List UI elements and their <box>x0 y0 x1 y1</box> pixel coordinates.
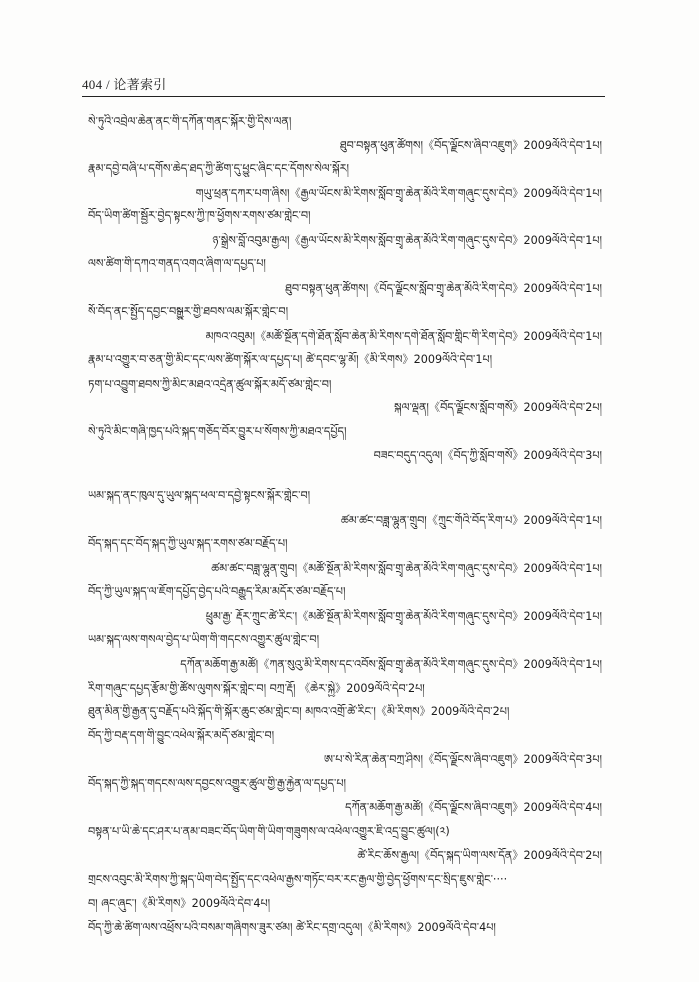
entry-citation-line: ཐུབ་བསྟན་ཕུན་ཚོགས།《བོད་ལྗོངས་སློབ་གྲྭ་ཆེན་མོའི་རིག་དེབ》2009ལོའི་དེབ་1པ། <box>285 282 602 295</box>
entry-title-line: སོ་བོད་ནང་སྤྱོད་དབྱང་བསྒྱུར་གྱི་ཐབས་ལམ་སྐོར་གླེང་བ། <box>88 305 289 318</box>
entry-title-line: བསྟན་པ་ཡི་ཆེ་དང་ཤར་པ་ནམ་བཟང་བོད་ཡིག་གི་ཡིག་གཟུགས་ལ་འཕེལ་འགྱུར་ཇི་འདྲ་བྱུང་ཚུལ།(༢) <box>88 825 450 838</box>
entry-citation-line: ཉ་སྒྲེས་བློ་འབུམ་རྒྱལ།《རྒྱལ་ཡོངས་མི་རིགས་སློབ་གྲྭ་ཆེན་མོའི་རིག་གཞུང་དུས་དེབ》2009ལོའི་དེབ་1པ། <box>212 234 602 247</box>
entry-title-line: ཏག་པ་འབྱུག་ཐབས་ཀྱི་མིང་མཐའ་འདྲེན་ཚུལ་སྐོར་མདོ་ཙམ་གླེང་བ། <box>88 378 332 391</box>
entry-title-line: བོད་ཀྱི་བརྡ་དག་གི་བྱུང་འཕེལ་སྐོར་མདོ་ཙམ་གླེང་བ། <box>88 729 275 742</box>
entry-title-line: བོད་སྐད་དང་བོད་སྐད་ཀྱི་ཡུལ་སྐད་རགས་ཙམ་བརྗོད་པ། <box>88 537 288 550</box>
entry-title-line: རྣམ་པ་འགྱུར་བ་ཅན་གྱི་མིང་དང་ལས་ཚིག་སྐོར་ལ་དཔྱད་པ། ཚེ་དབང་ལྷ་མོ།《མི་རིགས》2009ལོའི་དེབ་1པ། <box>88 353 493 366</box>
entry-citation-line: ཚེ་རིང་ཆོས་རྒྱལ།《བོད་སྐད་ཡིག་ལས་དོན》2009ལོའི་དེབ་2པ། <box>357 849 602 862</box>
page-header <box>82 74 605 97</box>
entry-citation-line: བཟང་བདུད་འདུལ།《བོད་ཀྱི་སློབ་གསོ》2009ལོའི་དེབ་3པ། <box>373 449 602 462</box>
entry-title-line: ཐུན་མིན་གྱི་རྒྱན་དུ་བརྗོད་པའི་སྐོད་གི་སྐོར་ཆུང་ཙམ་གླེང་བ། མཁའ་འགྲོ་ཚེ་རིང་།《མི་རིགས》2009ལོའི་དེབ་2པ། <box>88 705 510 718</box>
page-number-and-title: 404 / 论著索引 <box>82 77 167 92</box>
entry-title-line: བོད་སྐད་ཀྱི་སྐད་གདངས་ལས་དབྱངས་འགྱུར་ཚུལ་གྱི་རྒྱ་རྐྱེན་ལ་དཔྱད་པ། <box>88 777 347 790</box>
entry-title-line: ཡམ་སྐད་ལས་གསལ་བྱེད་པ་ཡིག་གི་གདངས་འགྱུར་ཚུལ་གླེང་བ། <box>88 633 320 646</box>
entry-citation-line: ཕྲུམ་རྒྱ་ རྡོར་ཀྲུང་ཚེ་རིང་།《མཚོ་སྔོན་མི་རིགས་སློབ་གྲྭ་ཆེན་མོའི་རིག་གཞུང་དུས་དེབ》2009ལོའི་དེབ་1པ། <box>205 610 602 623</box>
entry-title-line: བོད་ཀྱི་ཆེ་ཚིག་ལས་འཕྲོས་པའི་བསམ་གཞིགས་ཟུར་ཙམ། ཚེ་རིང་དགྲ་འདུལ།《མི་རིགས》2009ལོའི་དེབ་4པ། <box>88 921 496 934</box>
entry-title-line: རིག་གཞུང་དཔྱད་རྩོམ་གྱི་ཚོས་ལུགས་སྐོར་གླེང་བ། བཀྲ་རྡོ། 《ཆེར་སྐྱེ》2009ལོའི་དེབ་2པ། <box>88 682 425 695</box>
entry-title-line: བོད་ཡིག་ཚིག་སྦྱོར་བྱེད་སྟངས་ཀྱི་ཁ་ཕྱོགས་རགས་ཙམ་གླེང་བ། <box>88 209 311 222</box>
entry-citation-line: དཀོན་མཆོག་རྒྱ་མཚོ།《ཀན་སུའུ་མི་རིགས་དང་འབོས་སློབ་གྲྭ་ཆེན་མོའི་རིག་གཞུང་དུས་དེབ》2009ལོའི་དེབ་1པ། <box>180 658 602 671</box>
entry-title-line: བ། ཞང་ཞུང་།《མི་རིགས》2009ལོའི་དེབ་4པ། <box>88 897 271 910</box>
entry-citation-line: ཐུབ་བསྟན་ཕུན་ཚོགས།《བོད་ལྗོངས་ཞིབ་འཇུག》2009ལོའི་དེབ་1པ། <box>339 139 602 152</box>
entry-title-line: བོད་ཀྱི་ཡུལ་སྐད་ལ་ཇོག་དཔྱོད་བྱེད་པའི་བརྒྱུད་རིམ་མདོར་ཙམ་བརྗོད་པ། <box>88 585 346 598</box>
entry-title-line: ལས་ཚིག་གི་དཀའ་གནད་འགའ་ཞིག་ལ་དཔྱད་པ། <box>88 257 266 270</box>
entry-citation-line: དཀོན་མཆོག་རྒྱ་མཚོ།《བོད་ལྗོངས་ཞིབ་འཇུག》2009ལོའི་དེབ་4པ། <box>345 801 602 814</box>
entry-citation-line: ཚམ་ཚང་བཟླ་ལྷུན་གྲུབ།《ཀྲུང་གོའི་བོད་རིག་པ》2009ལོའི་དེབ་1པ། <box>340 514 602 527</box>
entry-title-line: སེ་ཏུའི་མིང་གཞི་ཁྱད་པའི་སྐད་གཅོད་བོར་བྱུར་པ་སོགས་ཀྱི་མཐའ་དཔྱོད། <box>88 425 347 438</box>
entry-citation-line: གཡུ་ཕྲན་དཀར་པག་ཞིས།《རྒྱལ་ཡོངས་མི་རིགས་སློབ་གྲྭ་ཆེན་མོའི་རིག་གཞུང་དུས་དེབ》2009ལོའི་དེབ་1པ། <box>195 187 602 200</box>
entry-title-line: རྣམ་དབྱེ་བཞི་པ་དགོས་ཆེད་ཐད་ཀྱི་ཚིག་དུ་ཕྱུང་ཞིང་དང་དོགས་སེལ་སྐོར། <box>88 162 350 175</box>
entry-title-line: གྲངས་འབུང་མི་རིགས་ཀྱི་སྐད་ཡིག་བེད་སྤྱོད་དང་འཕེལ་རྒྱས་གཏོང་བར་རང་རྒྱལ་གྱི་བྱེད་ཕྱོགས་དང་སྲིད་ཇུས་གླེང་···· <box>88 873 508 886</box>
entry-title-line: སེ་ཏུའི་འབྲེལ་ཆེན་ནང་གི་དཀོན་གནང་སྐོར་གྱི་དིས་ལན། <box>88 115 292 128</box>
entry-title-line: ཡམ་སྐད་ནང་ཁུལ་དུ་ཡུལ་སྐད་ཕལ་བ་དབྱེ་སྟངས་སྐོར་གླེང་བ། <box>88 489 311 502</box>
entry-citation-line: མཁའ་འབུམ།《མཚོ་སྔོན་དགེ་ཐོན་སློབ་ཆེན་མི་རིགས་དགེ་ཐོན་སློབ་གླིང་གི་རིག་དེབ》2009ལོའི་དེབ་1པ། <box>205 330 602 343</box>
entry-citation-line: སྐལ་ལྡན།《བོད་ལྗོངས་སློབ་གསོ》2009ལོའི་དེབ་2པ། <box>394 401 602 414</box>
entry-citation-line: ཨ་པ་སེ་རིན་ཆེན་བཀྲ་ཤིས།《བོད་ལྗོངས་ཞིབ་འཇུག》2009ལོའི་དེབ་3པ། <box>323 753 602 766</box>
entry-citation-line: ཚམ་ཚང་བཟླ་ལྷུན་གྲུབ།《མཚོ་སྔོན་མི་རིགས་སློབ་གྲྭ་ཆེན་མོའི་རིག་གཞུང་དུས་དེབ》2009ལོའི་དེབ་1པ། <box>211 562 602 575</box>
